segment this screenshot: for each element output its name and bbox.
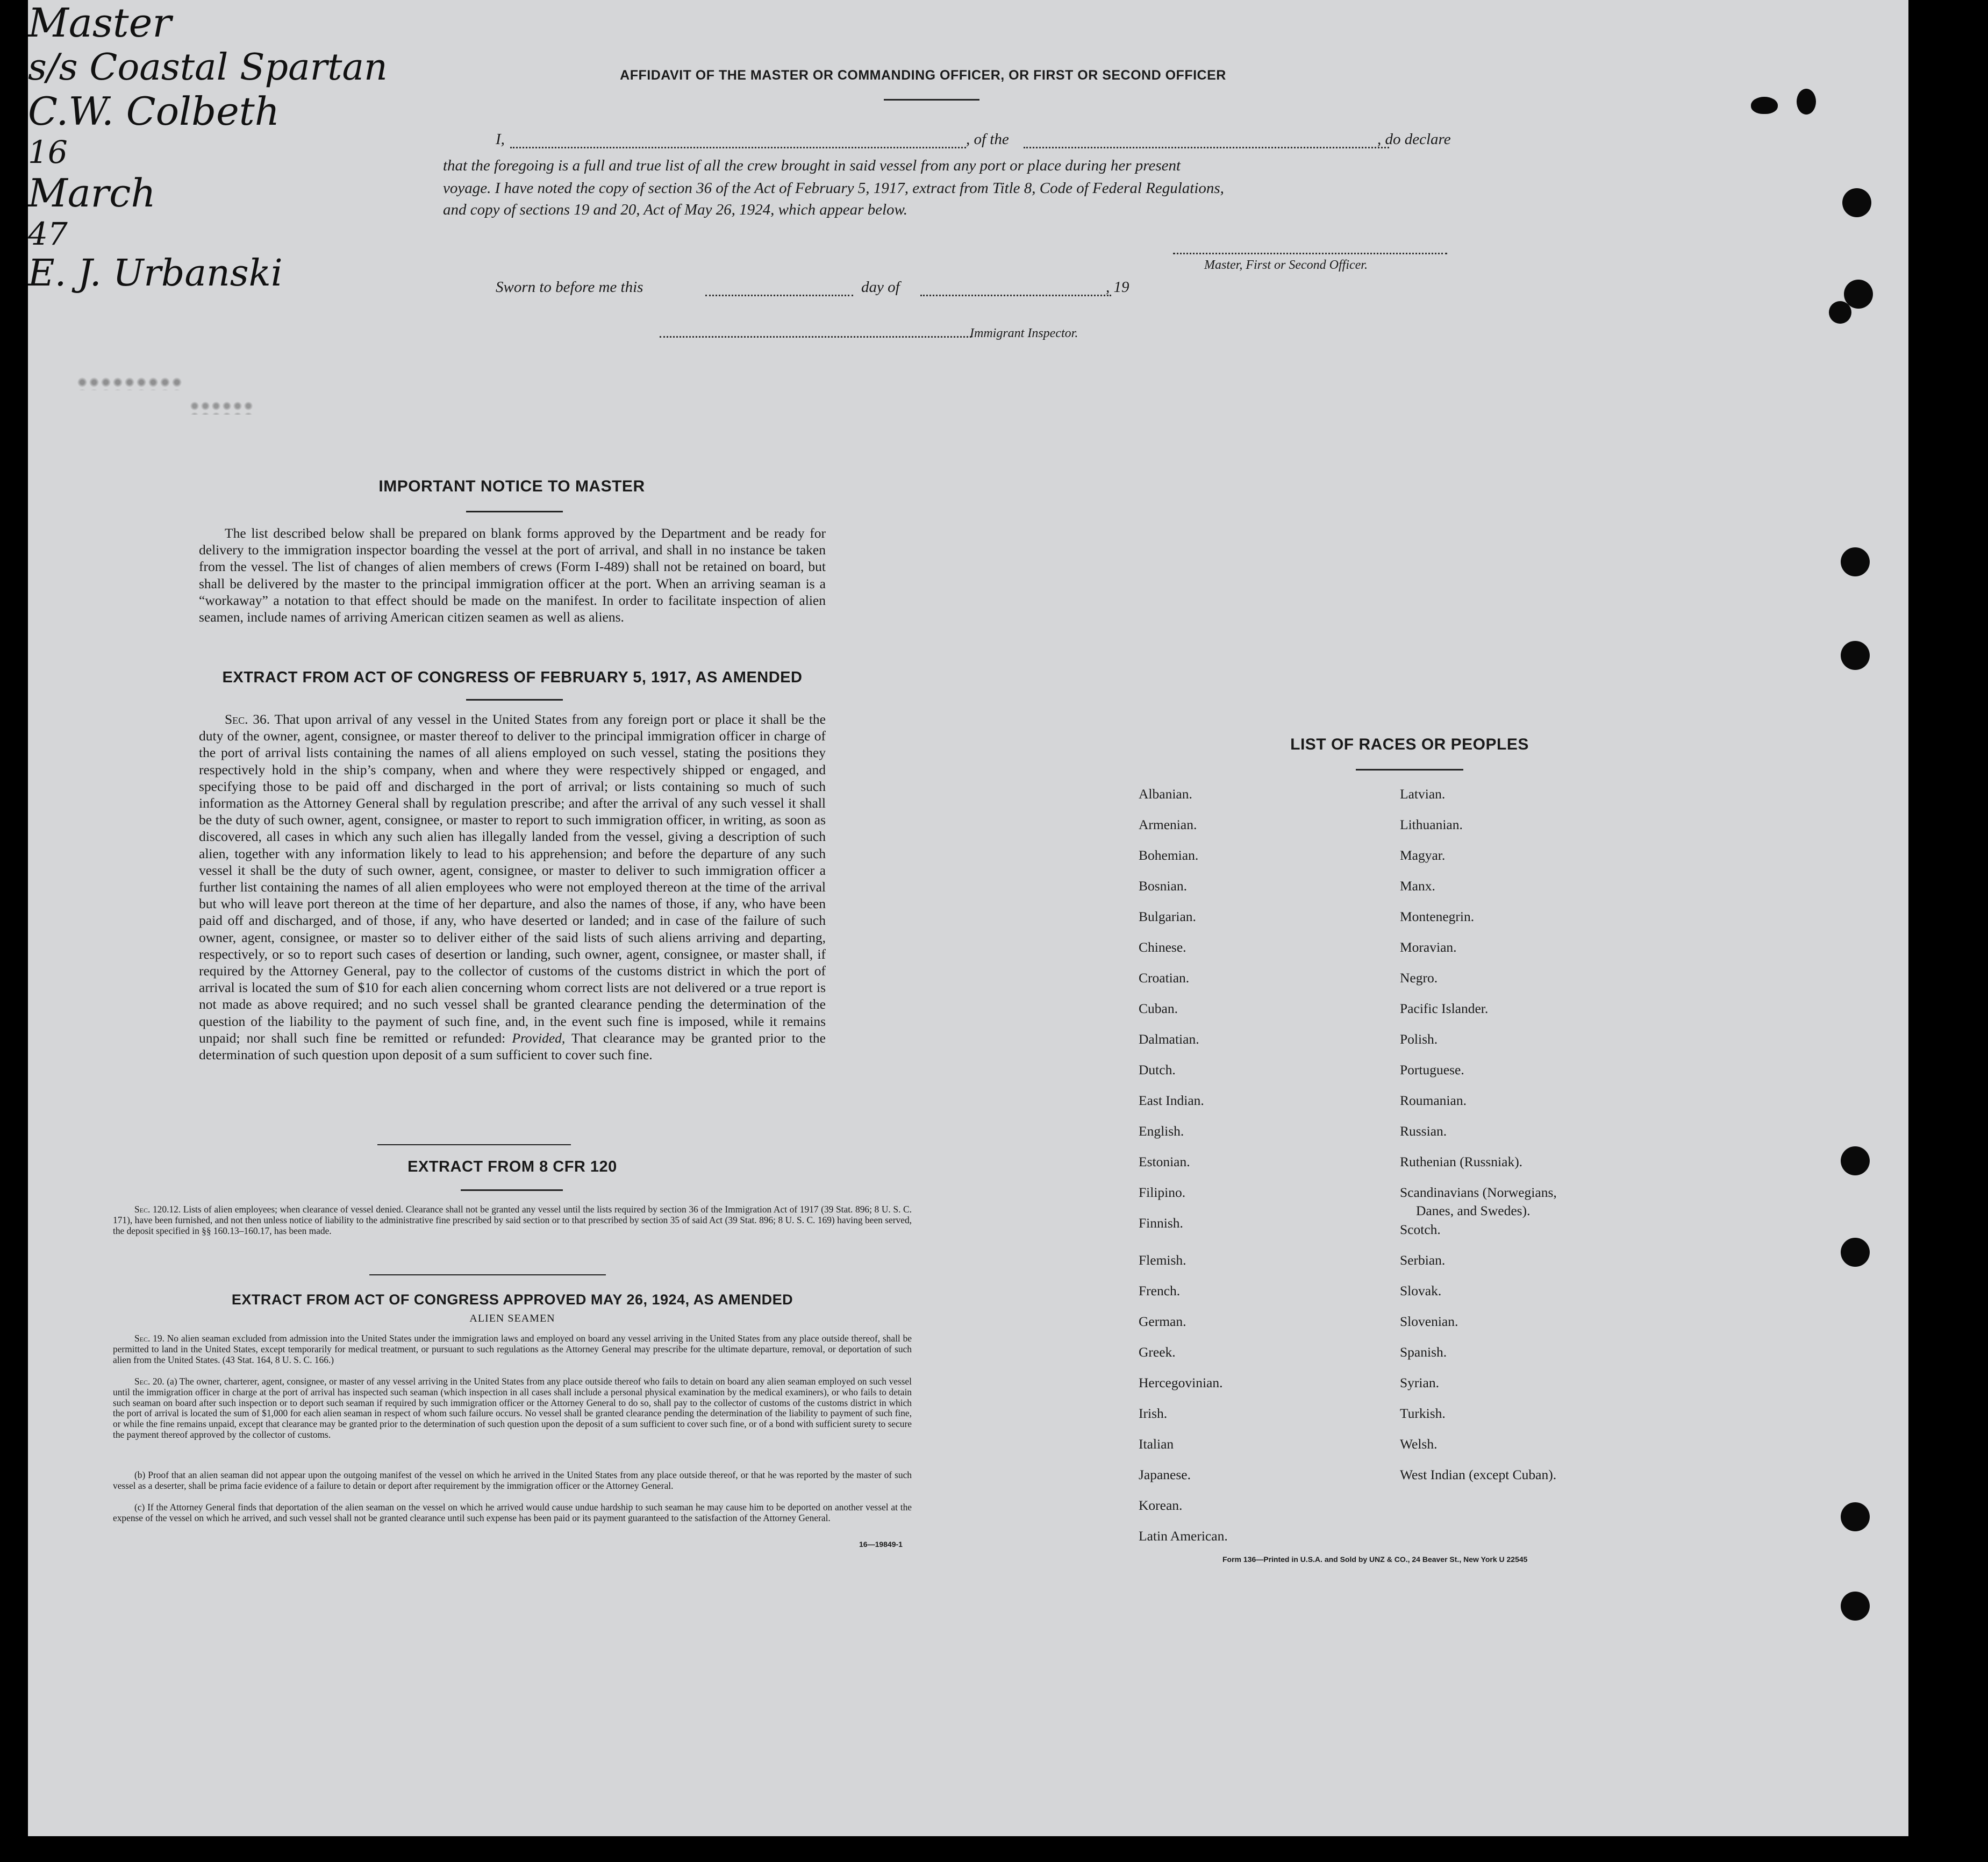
race-item: Moravian. (1400, 939, 1457, 955)
race-item: French. (1139, 1283, 1181, 1299)
sec20-label: Sec. 20. (134, 1376, 165, 1387)
race-item: Danes, and Swedes). (1416, 1203, 1531, 1218)
affidavit-do-declare: , do declare (1377, 131, 1451, 148)
race-item: Cuban. (1139, 1001, 1178, 1016)
race-item: Japanese. (1139, 1467, 1191, 1482)
rank-line (510, 147, 966, 148)
race-item: Hercegovinian. (1139, 1375, 1223, 1390)
print-code: 16—19849-1 (859, 1540, 903, 1549)
race-item: Latvian. (1400, 786, 1446, 802)
punch-hole (1797, 89, 1816, 115)
sec20b-text: (b) Proof that an alien seaman did not appear upon the outgoing manifest of the vessel on which he arrived in the United States from any place outside thereof, or that he was reported by the master of such vessel as a deserter, shall be prima facie evidence of a failure to detain or deport after requirement by the immigration officer or the Attorney General. (113, 1469, 912, 1491)
race-item: Dalmatian. (1139, 1031, 1199, 1047)
inspector-caption: Immigrant Inspector. (970, 326, 1078, 340)
extract-1924-heading: EXTRACT FROM ACT OF CONGRESS APPROVED MAY 26, 1924, AS AMENDED (231, 1292, 793, 1308)
stray-mark (76, 376, 184, 390)
sec36-text-end: That clearance may be granted prior to the determination of such question upon deposit of a sum sufficient to cover such fine. (199, 1030, 826, 1063)
race-item: Syrian. (1400, 1375, 1439, 1390)
sec20c-text: (c) If the Attorney General finds that deportation of the alien seaman on the vessel on which he arrived would cause undue hardship to such seaman he may cause him to be deported on another vessel at the expense of the vessel on which he arrived, and such vessel shall not be granted clearance until such expense has been paid or its payment guaranteed to the satisfaction of the Attorney General. (113, 1502, 912, 1523)
rank-signature: Master (28, 0, 171, 46)
cfr-rule (461, 1189, 563, 1191)
sec20a-text (113, 1376, 912, 1440)
affidavit-body-line2: voyage. I have noted the copy of section 36 of the Act of February 5, 1917, extract from Title 8, Code of Federal Regulations, (443, 180, 1224, 197)
race-item: Greek. (1139, 1344, 1176, 1360)
race-item: Welsh. (1400, 1436, 1438, 1452)
race-item: Croatian. (1139, 970, 1190, 986)
race-item: Russian. (1400, 1123, 1447, 1139)
race-item: Roumanian. (1400, 1093, 1467, 1108)
sec19-text (113, 1333, 912, 1365)
sec19-label: Sec. 19. (134, 1333, 165, 1344)
race-item: Portuguese. (1400, 1062, 1464, 1078)
race-item: Polish. (1400, 1031, 1438, 1047)
race-item: English. (1139, 1123, 1184, 1139)
form-footer: Form 136—Printed in U.S.A. and Sold by UNZ & CO., 24 Beaver St., New York U 22545 (1222, 1555, 1528, 1564)
cfr-sec-label: Sec. 120.12. (134, 1204, 181, 1215)
race-item: East Indian. (1139, 1093, 1204, 1108)
inspector-signature: E. J. Urbanski (28, 252, 283, 295)
sworn-month-line (920, 295, 1111, 296)
race-item: Finnish. (1139, 1215, 1183, 1231)
extract-1924-top-rule (369, 1274, 606, 1275)
race-item: Negro. (1400, 970, 1438, 986)
notice-rule (466, 511, 563, 512)
cfr-sec-text: Lists of alien employees; when clearance of vessel denied. Clearance shall not be granted any vessel until the lists required by section 36 of the Immigration Act of 1917 (39 Stat. 896; 8 U. S. C. 171), have been furnished, and not then unless notice of liability to the administrative fine prescribed by said section or to that prescribed by section 35 of said Act (39 Stat. 896; 8 U. S. C. 169) having been served, the deposit specified in §§ 160.13–160.17, has been made. (113, 1204, 912, 1236)
races-heading: LIST OF RACES OR PEOPLES (1290, 736, 1529, 753)
signature-caption: Master, First or Second Officer. (1204, 258, 1368, 272)
stray-mark (189, 401, 254, 415)
race-item: Bohemian. (1139, 847, 1199, 863)
punch-hole (1751, 97, 1778, 114)
punch-hole (1841, 547, 1870, 576)
race-item: West Indian (except Cuban). (1400, 1467, 1557, 1482)
race-item: Korean. (1139, 1497, 1183, 1513)
sec36-text: That upon arrival of any vessel in the United States from any foreign port or place it shall be the duty of the owner, agent, consignee, or master thereof to deliver to the principal immigration officer in charge of the port of arrival lists containing the names of all aliens employed on such vessel, stating the positions they respectively hold in the ship’s company, when and where they were respectively shipped or engaged, and specifying those to be paid off and discharged in the port of arrival; or lists containing so much of such information as the Attorney General shall by regulation prescribe; and after the arrival of any such vessel it shall be the duty of such owner, agent, consignee, or master to report to such immigration officer, in writing, as soon as discovered, all cases in which any such alien has illegally landed from the vessel, giving a description of such alien, together with any information likely to lead to his apprehension; and before the departure of any such vessel it shall be the duty of such owner, agent, consignee, or master to deliver to such immigration officer a further list containing the names of all alien employees who were not employed thereon at the time of the arrival but who will leave port thereon at the time of her departure, and also the names of those, if any, who have been paid off and discharged, and of those, if any, who have deserted or landed; and in case of the failure of such owner, agent, consignee, or master so to deliver either of the said lists of such aliens arriving and departing, respectively, or so to report such cases of desertion or landing, such owner, agent, consignee, or master shall, if required by the Attorney General, pay to the collector of customs of the customs district in which the port of arrival is located the sum of $10 for each alien concerning whom correct lists are not delivered or a true report is not made as above required; and no such vessel shall be granted clearance pending the determination of the question of the liability to the payment of such fine, and, in the event such fine is imposed, while it remains unpaid; nor shall such fine be remitted or refunded: (199, 711, 826, 1046)
race-item: Pacific Islander. (1400, 1001, 1489, 1016)
race-item: Irish. (1139, 1406, 1168, 1421)
notice-text: The list described below shall be prepared on blank forms approved by the Department and be ready for delivery to the immigration inspector boarding the vessel at the port of arrival, and shall in no instance be taken from the vessel. The list of changes of alien members of crews (Form I-489) shall not be retained on board, but shall be delivered by the master to the principal immigration officer at the port. When an arriving seaman is a “workaway” a notation to that effect should be made on the manifest. In order to facilitate inspection of alien seamen, include names of arriving American citizen seamen as well as aliens. (199, 525, 826, 625)
sworn-day-line (705, 295, 853, 296)
vessel-line (1024, 147, 1389, 148)
race-item: Slovenian. (1400, 1314, 1458, 1329)
cfr-heading: EXTRACT FROM 8 CFR 120 (407, 1158, 617, 1175)
document-page (28, 0, 1908, 1836)
race-item: Italian (1139, 1436, 1174, 1452)
race-item: Spanish. (1400, 1344, 1447, 1360)
sec36-label: Sec. 36. (225, 711, 270, 727)
notice-heading: IMPORTANT NOTICE TO MASTER (378, 477, 645, 495)
affidavit-body-line3: and copy of sections 19 and 20, Act of May 26, 1924, which appear below. (443, 201, 907, 218)
race-item: Chinese. (1139, 939, 1186, 955)
extract-1917-heading: EXTRACT FROM ACT OF CONGRESS OF FEBRUARY 5, 1917, AS AMENDED (222, 669, 803, 686)
affidavit-i: I, (496, 131, 505, 148)
race-item: Manx. (1400, 878, 1435, 894)
sec36-provided: Provided, (512, 1030, 566, 1046)
master-signature: C.W. Colbeth (28, 89, 280, 134)
race-item: German. (1139, 1314, 1186, 1329)
punch-hole (1841, 1146, 1870, 1175)
cfr-top-rule (377, 1144, 571, 1145)
punch-hole (1829, 301, 1851, 324)
sworn-month: March (28, 170, 156, 216)
races-rule (1356, 769, 1463, 771)
extract-1917-rule (466, 699, 563, 701)
affidavit-body-line1: that the foregoing is a full and true list of all the crew brought in said vessel from any port or place during her present (443, 157, 1181, 174)
race-item: Montenegrin. (1400, 909, 1475, 924)
race-item: Estonian. (1139, 1154, 1190, 1169)
inspector-line (660, 336, 971, 338)
race-item: Albanian. (1139, 786, 1192, 802)
race-item: Armenian. (1139, 817, 1197, 832)
day-of-label: day of (861, 279, 900, 296)
sworn-day: 16 (28, 134, 68, 170)
race-item: Slovak. (1400, 1283, 1442, 1299)
race-item: Bosnian. (1139, 878, 1187, 894)
race-item: Scotch. (1400, 1222, 1441, 1237)
vessel-name: s/s Coastal Spartan (28, 46, 388, 89)
sec19-body: No alien seaman excluded from admission into the United States under the immigration laws and employed on board any vessel arriving in the United States from any place outside thereof, shall be permitted to land in the United States, except temporarily for medical treatment, or pursuant to such regulations as the Attorney General may prescribe for the ultimate departure, removal, or deportation of such alien from the United States. (43 Stat. 164, 8 U. S. C. 166.) (113, 1333, 912, 1365)
race-item: Flemish. (1139, 1252, 1186, 1268)
race-item: Serbian. (1400, 1252, 1446, 1268)
race-item: Lithuanian. (1400, 817, 1463, 832)
race-item: Latin American. (1139, 1528, 1228, 1544)
punch-hole (1841, 641, 1870, 670)
race-item: Filipino. (1139, 1185, 1186, 1200)
alien-seamen-subheading: ALIEN SEAMEN (469, 1312, 555, 1324)
race-item: Turkish. (1400, 1406, 1446, 1421)
affidavit-of-the: , of the (966, 131, 1009, 148)
punch-hole (1841, 1238, 1870, 1267)
sec20a-body: (a) The owner, charterer, agent, consignee, or master of any vessel arriving in the United States from any place outside thereof who fails to detain on board any alien seaman employed on such vessel until the immigration officer in charge at the port of arrival has inspected such seaman (which inspection in all cases shall include a personal physical examination by the medical examiners), or who fails to detain such seaman on board after such inspection or to deport such seaman if required by such immigration officer or the Attorney General to do so, shall pay to the collector of customs of the customs district in which the port of arrival is located the sum of $1,000 for each alien seaman in respect of whom such failure occurs. No vessel shall be granted clearance pending the determination of the liability to payment of such fine, or while the fine remains unpaid, except that clearance may be granted prior to the determination of such question upon the deposit of a sum sufficient to cover such fine, or of a bond with sufficient surety to secure the payment thereof approved by the collector of customs. (113, 1376, 912, 1440)
cfr-text (113, 1204, 912, 1236)
affidavit-title: AFFIDAVIT OF THE MASTER OR COMMANDING OFFICER, OR FIRST OR SECOND OFFICER (620, 68, 1226, 83)
title-rule (884, 99, 979, 101)
punch-hole (1841, 1592, 1870, 1621)
race-item: Magyar. (1400, 847, 1446, 863)
sworn-prefix: Sworn to before me this (496, 279, 643, 296)
sworn-year-prefix: , 19 (1106, 279, 1129, 296)
race-item: Bulgarian. (1139, 909, 1196, 924)
punch-hole (1841, 1502, 1870, 1531)
race-item: Ruthenian (Russniak). (1400, 1154, 1523, 1169)
extract-1917-text (199, 711, 826, 1063)
sworn-year: 47 (28, 216, 68, 252)
race-item: Scandinavians (Norwegians, (1400, 1185, 1557, 1200)
punch-hole (1842, 188, 1871, 217)
race-item: Dutch. (1139, 1062, 1176, 1078)
signature-line (1173, 253, 1447, 254)
